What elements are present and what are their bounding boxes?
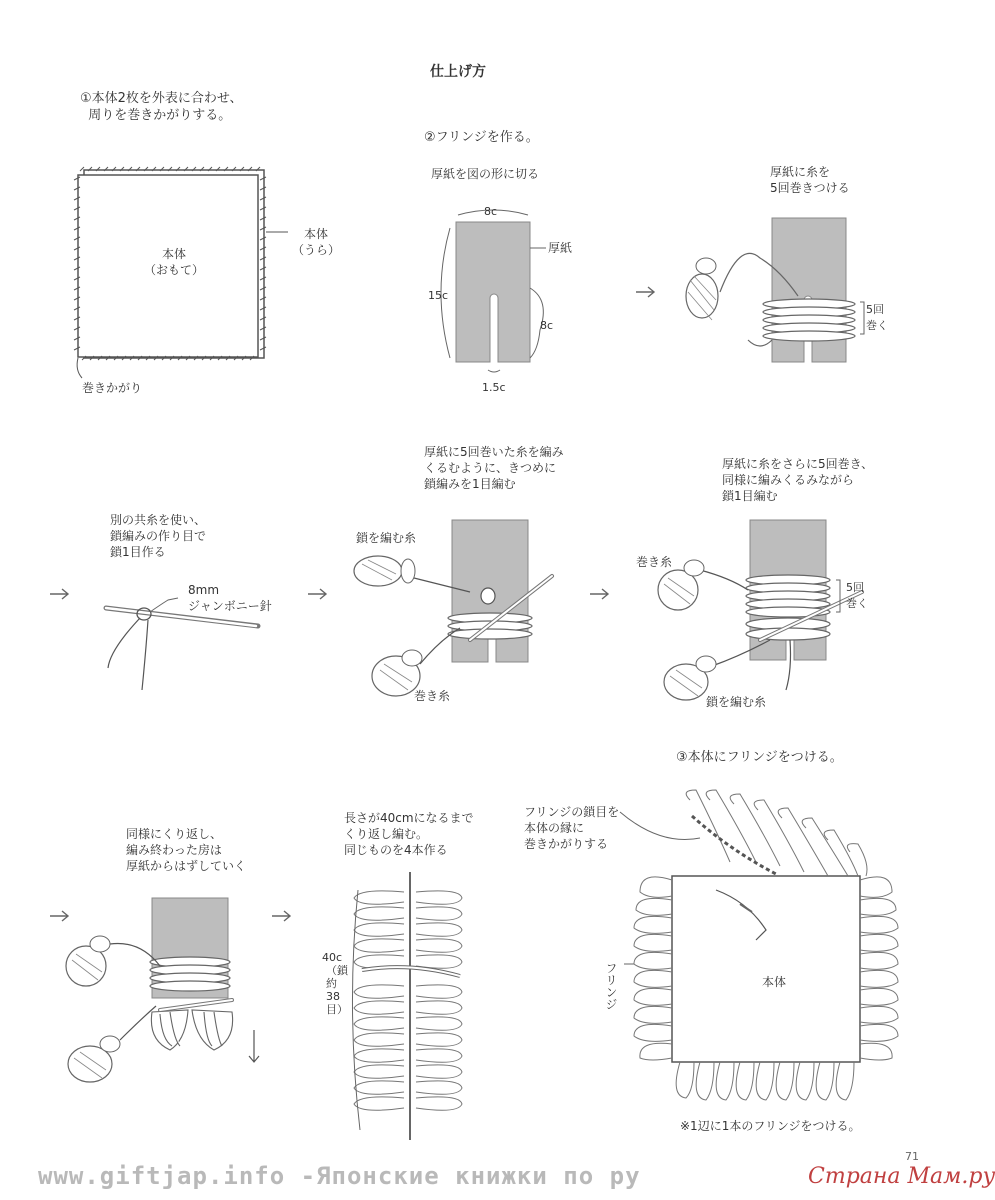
wrapped-cardboard-diagram [686,218,864,362]
second-wrap-diagram [658,520,862,700]
chain-start-caption: 別の共糸を使い、 鎖編みの作り目で 鎖1目作る [110,513,207,559]
yarn-ball [66,936,110,986]
attach-note: ※1辺に1本のフリンジをつける。 [680,1119,861,1133]
yarn-ball [354,556,415,586]
first-chain-caption: 厚紙に5回巻いた糸を編み くるむように、きつめに 鎖編みを1目編む [424,445,564,491]
repeat-caption: 同様にくり返し、 編み終わった房は 厚紙からはずしていく [126,827,247,873]
chain-yarn-label-2: 鎖を編む糸 [706,695,767,709]
hook-label: 8mm ジャンボニー針 [188,583,272,613]
wrap-yarn-label: 巻き糸 [414,689,451,703]
cardboard-label: 厚紙 [548,241,573,255]
wrap-yarn-label-2: 巻き糸 [636,555,673,569]
watermark-footer: www.giftjap.info -Японские книжки по ру [38,1162,641,1190]
body-back-label: 本体 （うら） [292,227,341,257]
wrap-caption: 厚紙に糸を 5回巻きつける [770,165,850,195]
attached-fringe-diagram [620,790,898,1100]
dim-height-label: 15c [428,289,449,302]
fringe-length-label: 40c [322,951,343,964]
chain-count-label: （鎖 約 38 目） [326,964,348,1016]
second-wrap-caption: 厚紙に糸をさらに5回巻き、 同様に編みくるみながら 鎖1目編む [722,457,874,503]
site-logo: Страна Мам.ру [808,1164,995,1189]
length-caption: 長さが40cmになるまで くり返し編む。 同じものを4本作る [344,811,474,857]
dim-width-label: 8c [484,205,498,218]
chain-yarn-label: 鎖を編む糸 [356,531,417,545]
yarn-ball [686,258,718,320]
dim-slit-label: 8c [540,319,554,332]
attach-caption: フリンジの鎖目を 本体の縁に 巻きかがりする [524,805,620,851]
wrap-count-label: 5回 巻く [866,303,888,332]
dim-gap-label: 1.5c [482,381,506,394]
step2-heading: ②フリンジを作る。 [424,130,539,145]
cardboard-template-diagram [441,210,546,372]
step3-heading: ③本体にフリンジをつける。 [676,750,843,765]
cut-cardboard-caption: 厚紙を図の形に切る [431,167,540,181]
yarn-ball [68,1036,120,1082]
body-front-label: 本体 （おもて） [144,247,205,277]
first-chain-diagram [354,520,552,696]
finished-fringe-diagram [352,872,462,1140]
body-label: 本体 [762,975,787,989]
page-number: 71 [905,1150,919,1163]
page-title: 仕上げ方 [430,64,486,80]
wrap-count-label-2: 5回 巻く [846,581,868,610]
fringe-label: フリンジ [604,962,618,1010]
step1-heading: ①本体2枚を外表に合わせ、 周りを巻きかがりする。 [80,91,243,123]
whipstitch-label: 巻きかがり [82,381,143,395]
repeat-remove-diagram [66,898,259,1082]
